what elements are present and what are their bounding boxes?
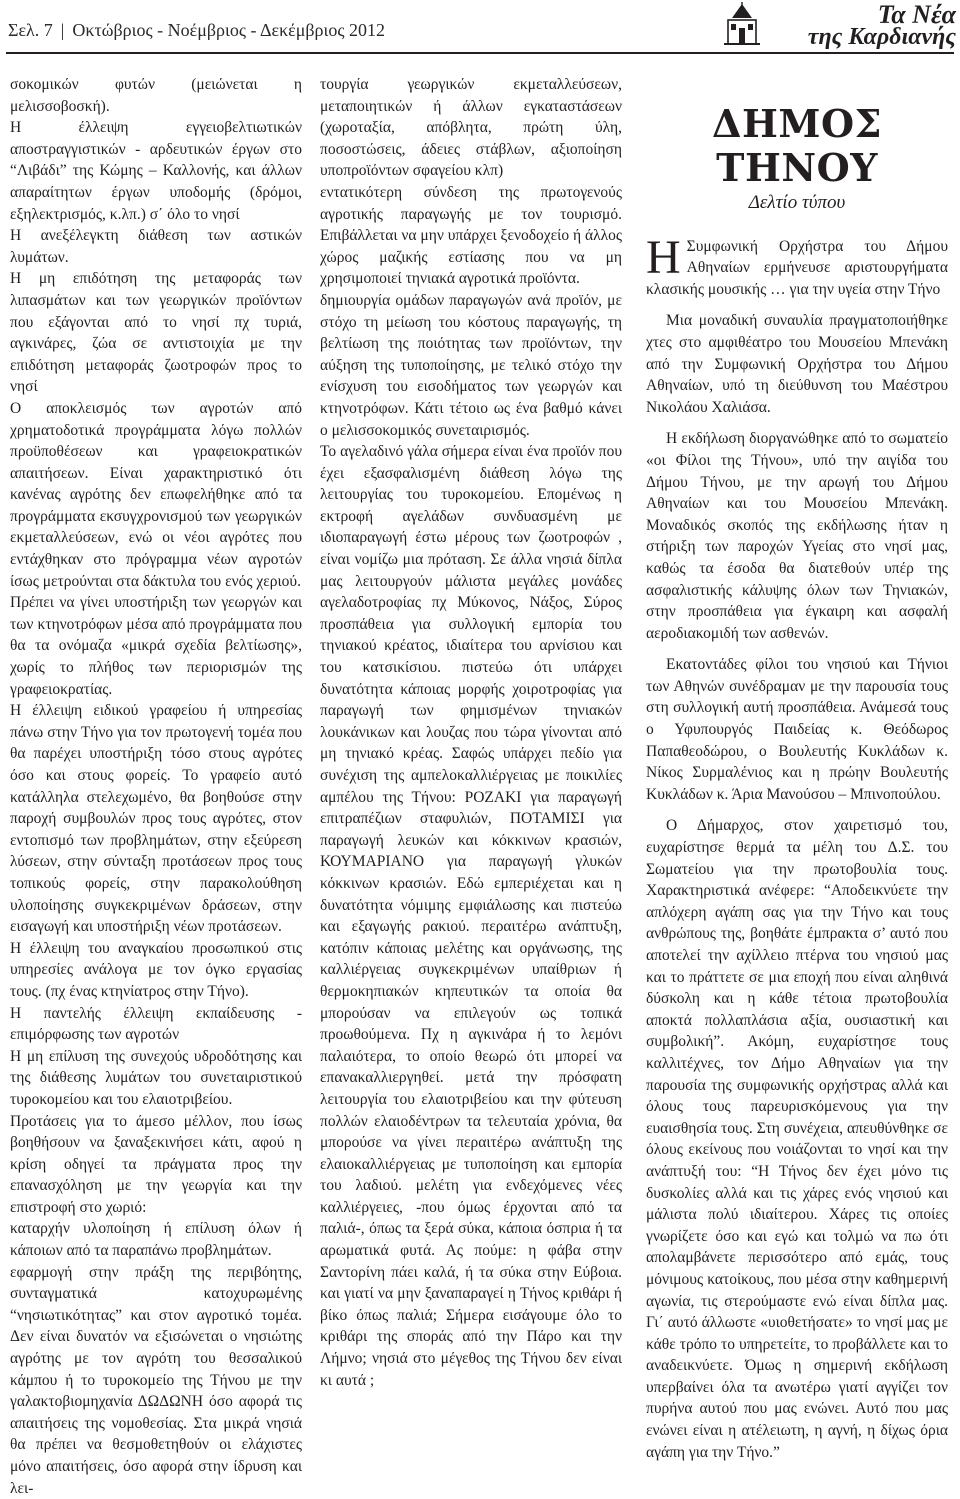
issue-period: Οκτώβριος - Νοέμβριος - Δεκέμβριος 2012 (72, 20, 385, 40)
paragraph: Το αγελαδινό γάλα σήμερα είναι ένα προϊόν που έχει εξασφαλισμένη διάθεση λόγω της λειτουργίας του τυροκομείου. Επομένως η εκτροφή αγελάδων συνδυασμένη με ιδιοπαραγωγή έστω μέρους των ζωοτροφών , είναι νομίζω μια πρόταση. Σε άλλα νησιά δίπλα μας λειτουργούν μάλιστα μεγάλες μονάδες αγελαδοτροφίας πχ Μύκονος, Νάξος, Σύρος προσπάθεια για συλλογική εμπορία του τηνιακού κρέατος, ιδιαίτερα του αρνίσιου και του κατσικίσιου. πιστεύω ότι υπάρχει δυνατότητα κάποιας μορφής χοιροτροφίας για παραγωγή των φημισμένων τηνιακών λουκάνικων και λουζας πoυ τώρα γίνονται από μη τηνιακό κρέας. Σαφώς υπάρχει πεδίο για συνέχιση της αμπελοκαλλιέργειας με ποικιλίες αμπέλου της Τήνου: ΡΟΖΑΚΙ για παραγωγή επιτραπέζιων σταφυλιών, ΠΟΤΑΜΙΣΙ για παραγωγή λευκών και κόκκινων κρασιών, ΚΟΥΜΑΡΙΑΝΟ για παραγωγή γλυκών κόκκινων κρασιών. Εδώ εμπεριέχεται και η δυνατότητα νόμιμης εμφιάλωσης και πιστεύω και εξαγωγής ρακιού. περαιτέρω ανάπτυξη, κατόπιν κάποιας μελέτης και οργάνωσης, της καλλιέργειας συγκεκριμένων υπαίθριων ή θερμοκηπιακών κηπευτικών τα οποία θα μπορούσαν να επιλεγούν ως τοπικά προωθούμενα. Πχ η αγκινάρα ή το λεμόνι παλαιότερα, το οποίο θεωρώ ότι μπορεί να επανακαλλιεργηθεί. μετά την πρόσφατη λειτουργία του ελαιοτριβείου και την φύτευση πολλών ελαιοδέντρων τα τελευταία χρόνια, θα μπορούσε να γίνει περαιτέρω ανάπτυξη της ελαιοκαλλιέργειας με τυποποίηση και εμπορία του λαδιού. μελέτη για ενδεχόμενες νέες καλλιέργειες, -που όμως έρχονται από τα παλιά-, όπως τα ξερά σύκα, κάποια όσπρια ή τα αρωματικά φυτά. Ας πούμε: η φάβα στην Σαντορίνη πάει καλά, ή τα σύκα στην Εύβοια. και γιατί να μην ξαναπαραγεί η Τήνος κριθάρι ή βίκο όπως παλιά; Σήμερα εισάγουμε όλο το κριθάρι της σποράς από την Πάρο και την Λήμνο; νησιά στο μέγεθος της Τήνου δεν είναι κι αυτά ; (320, 443, 622, 1389)
paragraph: Προτάσεις για το άμεσο μέλλον, που ίσως βοηθήσουν να ξαναξεκινήσει κάτι, αφού η κρίση οδηγεί τα πράγματα προς την επανασχόληση με την γεωργία και την επιστροφή στο χωριό: (10, 1112, 302, 1216)
paragraph: Η έλλειψη εγγειοβελτιωτικών αποστραγγιστικών - αρδευτικών έργων στο “Λιβάδι” της Κώμης – Καλλονής, και άλλων απαραίτητων έργων υποδομής (δρόμοι, εξηλεκτρισμός, κ.λπ.) σ΄ όλο το νησί (10, 119, 302, 223)
lead-paragraph (646, 230, 948, 301)
page-info (8, 20, 385, 41)
article-column-2 (320, 74, 622, 1391)
page-number: Σελ. 7 (8, 20, 53, 40)
paragraph: Η έλλειψη του αναγκαίου προσωπικού στις υπηρεσίες ανάλογα με τον όγκο εργασίας τους. (πχ ένας κτηνίατρος στην Τήνο). (10, 939, 302, 1000)
paragraph: Ο Δήμαρχος, στον χαιρετισμό του, ευχαρίστησε θερμά τα μέλη του Δ.Σ. του Σωματείου για την πρωτοβουλία τους. Χαρακτηριστικά ανέφερε: “Αποδεικνύετε την απλόχερη αγάπη σας για την Τήνο και τους ανθρώπους της, βοηθάτε έμπρακτα σ’ αυτό που αποτελεί την αχίλλειο πτέρνα του νησιού μας και το πράττετε σε μια εποχή που είναι αληθινά δύσκολη και η κάθε τέτοια πρωτοβουλία αποκτά πολλαπλάσια αξία, ουσιαστική και συμβολική”. Ακόμη, ευχαρίστησε τους καλλιτέχνες, τον Δήμο Αθηναίων για την παρουσία της συμφωνικής ορχήστρας αλλά και όλους τους παρευρισκόμενους για την ευαισθησία τους. Στη συνέχεια, απευθύνθηκε σε όλους εκείνους που νοιάζονται το νησί και την ανάπτυξή του: “Η Τήνος δεν έχει μόνο τις δυσκολίες αλλά και τις χάρες ενός νησιού και μάλιστα πολύ ιδιαίτερου. Χάρες τις οποίες γνωρίζετε όσο και εγώ και τολμώ να πω ότι απολαμβάνετε περισσότερο από εμάς, τους μόνιμους κατοίκους, που μέσα στην καθημερινή αγωνία, τις στερούμαστε ενώ είναι δίπλα μας. Γι΄ αυτό άλλωστε «υιοθετήσατε» το νησί μας με κάθε τρόπο το υπηρετείτε, το προβάλλετε και το αναδεικνύετε. Όμως η σημερινή εκδήλωση υπερβαίνει όλα τα ανωτέρω γιατί αγγίζει τον πυρήνα αυτού που μας ενώνει. Αυτό που μας ενώνει είναι η ατέλειωτη, η αγνή, η δίχως όρια αγάπη για την Τήνο.” (646, 817, 948, 1461)
paragraph: εντατικότερη σύνδεση της πρωτογενούς αγροτικής παραγωγής με τον τουρισμό. Επιβάλλεται να μην υπάρχει ξενοδοχείο ή άλλος χώρος μαζικής εστίασης που να μη χρησιμοποιεί τηνιακά αγροτικά προϊόντα. (320, 183, 622, 288)
lead-text: Συμφωνική Ορχήστρα του Δήμου Αθηναίων ερμήνευσε αριστουργήματα κλασικής μουσικής … για την υγεία στην Τήνο (646, 237, 948, 298)
page-header (0, 0, 960, 52)
paragraph: σοκομικών φυτών (μειώνεται η μελισσοβοσκή). (10, 76, 302, 115)
header-rule (6, 52, 954, 54)
paragraph: Η εκδήλωση διοργανώθηκε από το σωματείο «οι Φίλοι της Τήνου», υπό την αιγίδα του Δήμου Τήνου, με την αρωγή του Δήμου Αθηναίων και του Μουσείου Μπενάκη. Μοναδικός σκοπός της εκδήλωσης ήταν η στήριξη των παροχών Υγείας στο νησί μας, καθώς τα έσοδα θα διατεθούν υπέρ της ασφαλιστικής κάλυψης όλων των Τηνιακών, στην προσπάθεια για έγκαιρη και ασφαλή αεροδιακομιδή των ασθενών. (646, 430, 948, 642)
dropcap: Η (646, 230, 681, 284)
press-release-subtitle: Δελτίο τύπου (748, 192, 846, 213)
church-icon (722, 2, 762, 46)
paragraph: δημιουργία ομάδων παραγωγών ανά προϊόν, με στόχο τη μείωση του κόστους παραγωγής, τη βελτίωση της ποιότητας των προϊόντων, την αύξηση της τυποποίησης, με τελικό στόχο την ενίσχυση του εισοδήματος των γεωργών και κτηνοτρόφων. Κάτι τέτοιο ως ένα βαθμό κάνει ο μελισσοκομικός συνεταιρισμός. (320, 291, 622, 439)
press-release-title: ΔΗΜΟΣ ΤΗΝΟΥ (712, 101, 882, 190)
paragraph: Η μη επίλυση της συνεχούς υδροδότησης και της διάθεσης λυμάτων του συνεταιριστικού τυροκομείου και του ελαιοτριβείου. (10, 1047, 302, 1108)
masthead (766, 0, 956, 50)
paragraph: Η ανεξέλεγκτη διάθεση των αστικών λυμάτων. (10, 227, 302, 266)
paragraph: Η έλλειψη ειδικού γραφείου ή υπηρεσίας πάνω στην Τήνο για τον πρωτογενή τομέα που θα παρέχει υποστήριξη τόσο στους αγρότες όσο και στους φορείς. Το γραφείο αυτό κατάλληλα στελεχωμένο, θα βοηθούσε στην παροχή συμβουλών προς τους αγρότες, στον εντοπισμό των προβλημάτων, στην εξεύρεση λύσεων, στην σύνταξη προτάσεων προς τους τοπικούς φορείς, στην παρακολούθηση υλοποίησης συγκεκριμένων δράσεων, στην εισαγωγή και υποστήριξη νέων προτάσεων. (10, 702, 302, 936)
article-column-1 (10, 74, 302, 1499)
paragraph: Η μη επιδότηση της μεταφοράς των λιπασμάτων και των γεωργικών προϊόντων που εξάγονται από το νησί πχ τυριά, αγκινάρες, ζώα σε αντιστοιχία με την επιδότηση μεταφοράς ζωοτροφών προς το νησί (10, 270, 302, 396)
paragraph: Μια μοναδική συναυλία πραγματοποιήθηκε χτες στο αμφιθέατρο του Μουσείου Μπενάκη από την Συμφωνική Ορχήστρα του Δήμου Αθηναίων, υπό τη διεύθυνση του Μαέστρου Νικολάου Χαλιάσα. (646, 312, 948, 416)
paragraph: Ο αποκλεισμός των αγροτών από χρηματοδοτικά προγράμματα λόγω πολλών προϋποθέσεων και γραφειοκρατικών απαιτήσεων. Είναι χαρακτηριστικό ότι κανένας αγρότης δεν επωφελήθηκε από τα προγράμματα εκσυγχρονισμού των γεωργικών εκμεταλλεύσεων, ενώ οι νέοι αγρότες που εντάχθηκαν στο πρόγραμμα νέων αγροτών ίσως μετρούνται στα δάκτυλα του ενός χεριού. (10, 399, 302, 590)
masthead-line2: της Καρδιανής (807, 24, 956, 50)
paragraph: Πρέπει να γίνει υποστήριξη των γεωργών και των κτηνοτρόφων μέσα από προγράμματα που θα τα ονόμαζα «μικρά σχεδία βελτίωσης», χωρίς το πλήθος των περιορισμών της γραφειοκρατίας. (10, 594, 302, 698)
paragraph: Η παντελής έλλειψη εκπαίδευσης - επιμόρφωσης των αγροτών (10, 1004, 302, 1044)
header-separator: | (60, 20, 65, 40)
paragraph: Εκατοντάδες φίλοι του νησιού και Τήνιοι των Αθηνών συνέδραμαν με την παρουσία τους στη συλλογική αυτή προσπάθεια. Ανάμεσά τους ο Υφυπουργός Παιδείας κ. Θεόδωρος Παπαθεοδώρου, ο Βουλευτής Κυκλάδων κ. Νίκος Συρμαλένιος και η πρώην Βουλευτής Κυκλάδων κ. Άρια Μανούσου – Μπινοπούλου. (646, 656, 948, 803)
masthead-line1: Τα Νέα (877, 0, 956, 29)
paragraph: καταρχήν υλοποίηση ή επίλυση όλων ή κάποιων από τα παραπάνω προβλημάτων. (10, 1220, 302, 1260)
press-release-column (646, 74, 948, 1463)
paragraph: εφαρμογή στην πράξη της περιβόητης, συνταγματικά κατοχυρωμένης “νησιωτικότητας” και στον αγροτικό τομέα. Δεν είναι δυνατόν να εξισώνεται ο νησιώτης αγρότης με τον αγρότη του θεσσαλικού κάμπου ή το τυροκομείο της Τήνου με την γαλακτοβιομηχανία ΔΩΔΩΝΗ όσο αφορά τις απαιτήσεις της νομοθεσίας. Στα μικρά νησιά θα πρέπει να θεσμοθετηθούν οι ελάχιστες μόνο απαιτήσεις, όσο αφορά στην ίδρυση και λει- (10, 1263, 302, 1497)
paragraph: τουργία γεωργικών εκμεταλλεύσεων, μεταποιητικών ή άλλων εγκαταστάσεων (χωροταξία, απόβλητα, πρώτη ύλη, ποσοστώσεις, άδειες στάβλων, αξιοποίηση υποπροϊόντων σφαγείου κλπ) (320, 76, 622, 180)
